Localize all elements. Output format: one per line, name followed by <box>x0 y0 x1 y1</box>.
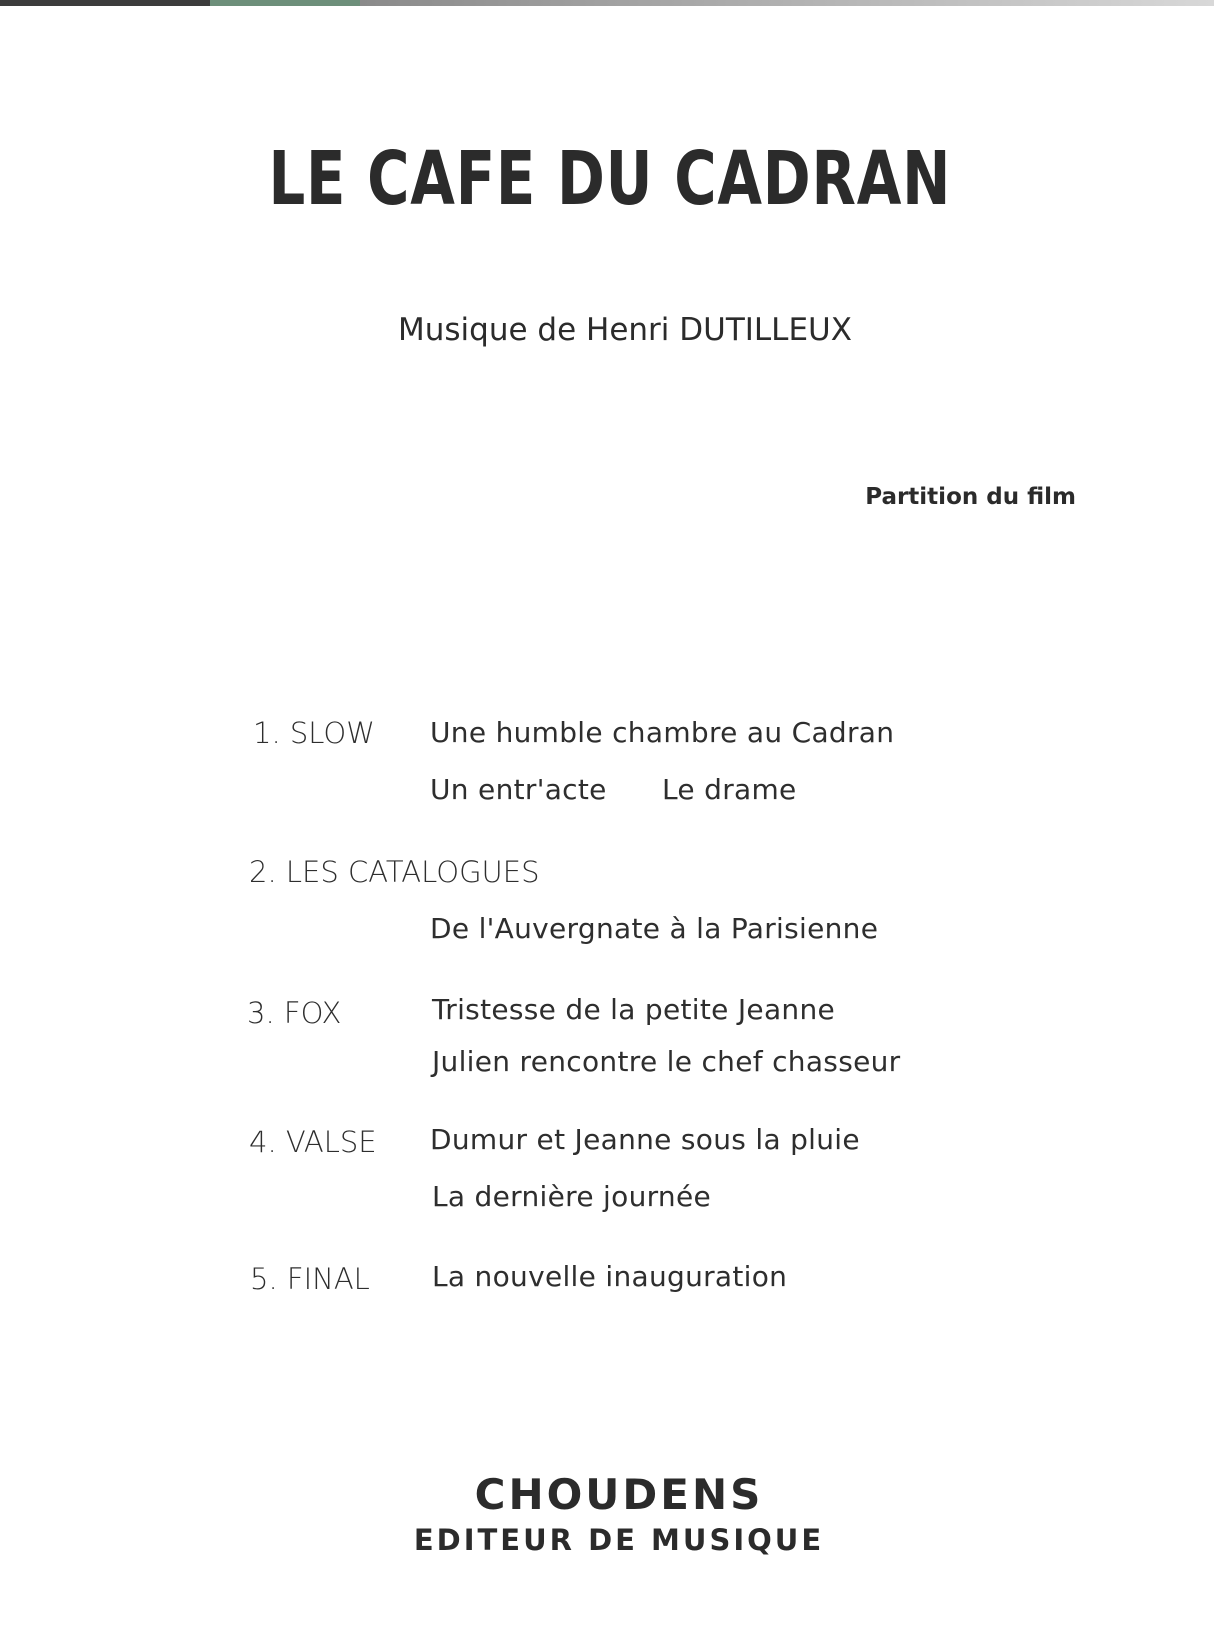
page-title: LE CAFE DU CADRAN <box>268 136 952 222</box>
movement-number: 2. LES CATALOGUES <box>249 855 540 889</box>
movement-description: Une humble chambre au Cadran <box>430 716 895 749</box>
movement-description: La nouvelle inauguration <box>432 1260 788 1293</box>
movement-description: La dernière journée <box>432 1180 712 1213</box>
publisher-name: CHOUDENS <box>474 1470 764 1519</box>
movement-description: Dumur et Jeanne sous la pluie <box>430 1123 860 1156</box>
movement-number: 1. SLOW <box>253 716 375 750</box>
score-subtitle: Partition du film <box>865 484 1076 510</box>
movement-description: Tristesse de la petite Jeanne <box>432 993 836 1026</box>
movement-description: Un entr'acte <box>430 773 607 806</box>
movement-description: Julien rencontre le chef chasseur <box>432 1045 901 1078</box>
movement-number: 3. FOX <box>247 996 342 1030</box>
publisher-block <box>0 1470 1214 1557</box>
composer-credit: Musique de Henri DUTILLEUX <box>398 312 852 348</box>
publisher-subtitle: EDITEUR DE MUSIQUE <box>413 1523 825 1557</box>
movement-number: 5. FINAL <box>250 1262 370 1296</box>
movement-description: Le drame <box>662 773 797 806</box>
movement-number: 4. VALSE <box>249 1125 377 1159</box>
movement-description: De l'Auvergnate à la Parisienne <box>430 912 879 945</box>
